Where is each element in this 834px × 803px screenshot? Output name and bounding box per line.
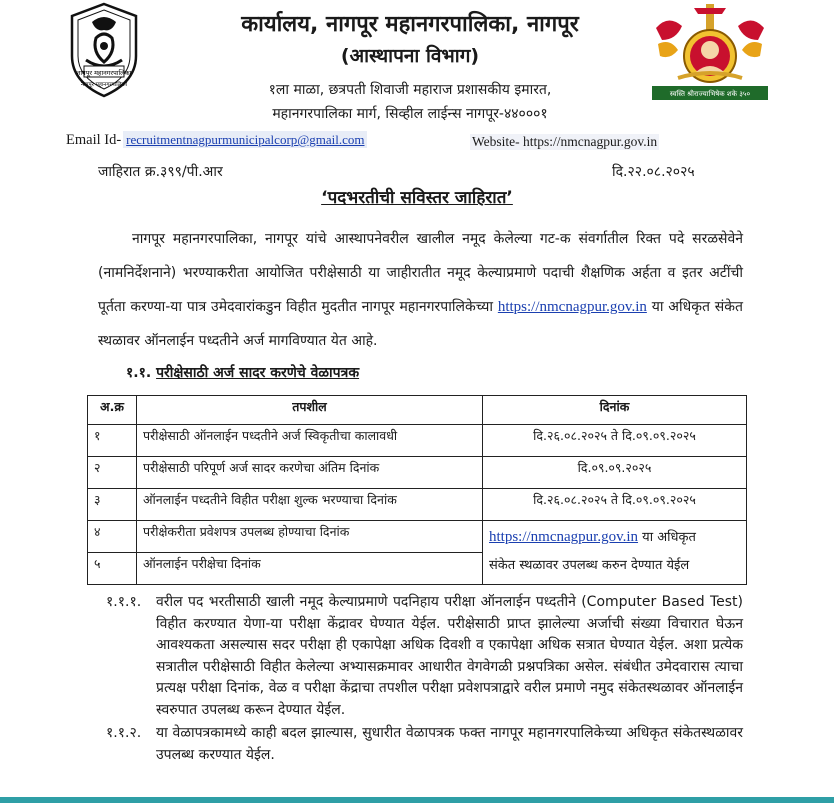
row-date: दि.२६.०८.२०२५ ते दि.०९.०९.२०२५ xyxy=(483,425,747,457)
row-detail: परीक्षेसाठी ऑनलाईन पध्दतीने अर्ज स्विकृतीचा कालावधी xyxy=(137,425,483,457)
email-row xyxy=(66,132,367,149)
table-row xyxy=(88,425,747,457)
office-title: कार्यालय, नागपूर महानगरपालिका, नागपूर xyxy=(241,12,579,37)
row-detail: परीक्षेकरीता प्रवेशपत्र उपलब्ध होण्याचा दिनांक xyxy=(137,521,483,553)
nmc-emblem-logo xyxy=(62,0,146,100)
row-serial: ४ xyxy=(88,521,137,553)
clause-number: १.१.२. xyxy=(106,725,142,741)
merged-date-cell xyxy=(483,521,747,585)
email-label: Email Id- xyxy=(66,132,122,148)
clause-number: १.१.१. xyxy=(106,594,142,610)
row-serial: १ xyxy=(88,425,137,457)
advertisement-number: जाहिरात क्र.३९९/पी.आर xyxy=(98,164,223,180)
row-serial: ५ xyxy=(88,553,137,585)
row-detail: ऑनलाईन पध्दतीने विहीत परीक्षा शुल्क भरण्याचा दिनांक xyxy=(137,489,483,521)
table-row xyxy=(88,489,747,521)
website-text[interactable]: Website- https://nmcnagpur.gov.in xyxy=(472,134,658,149)
schedule-table xyxy=(87,395,747,585)
row-detail: ऑनलाईन परीक्षेचा दिनांक xyxy=(137,553,483,585)
section-title-text: परीक्षेसाठी अर्ज सादर करणेचे वेळापत्रक xyxy=(156,365,360,381)
section-number: १.१. xyxy=(126,365,152,381)
table-header-row xyxy=(88,396,747,425)
email-link[interactable]: recruitmentnagpurmunicipalcorp@gmail.com xyxy=(123,131,367,148)
row-serial: ३ xyxy=(88,489,137,521)
header-detail: तपशील xyxy=(137,396,483,425)
merged-text-2: संकेत स्थळावर उपलब्ध करुन देण्यात येईल xyxy=(489,558,690,573)
advertisement-date: दि.२२.०८.२०२५ xyxy=(612,164,695,180)
row-serial: २ xyxy=(88,457,137,489)
department-title: (आस्थापना विभाग) xyxy=(340,45,480,67)
page-bottom-bar xyxy=(0,797,834,803)
row-date: दि.२६.०८.२०२५ ते दि.०९.०९.२०२५ xyxy=(483,489,747,521)
intro-text: नागपूर महानगरपालिका, नागपूर यांचे आस्थापनेवरील खालील नमूद केलेल्या गट-क संवर्गातील रिक्त पदे सरळसेवेने (नामनिर्देशनाने) भरण्याकरीता आयोजित परीक्षेसाठी या जाहीरातीत नमूद केल्याप्रमाणे पदाची शैक्षणिक अर्हता व इतर अटींची पूर्तता करण्या-या पात्र उमेदवारांकडुन विहीत मुदतीत नागपूर महानगरपालिकेच्या xyxy=(98,231,743,315)
intro-paragraph xyxy=(98,222,743,358)
address-line-1: १ला माळा, छत्रपती शिवाजी महाराज प्रशासकीय इमारत, xyxy=(268,82,552,98)
section-title xyxy=(126,363,359,382)
table-row xyxy=(88,521,747,553)
intro-website-link[interactable]: https://nmcnagpur.gov.in xyxy=(497,299,647,315)
clause-item xyxy=(98,723,743,766)
row-detail: परीक्षेसाठी परिपूर्ण अर्ज सादर करणेचा अंतिम दिनांक xyxy=(137,457,483,489)
header-date: दिनांक xyxy=(483,396,747,425)
clause-text: या वेळापत्रकामध्ये काही बदल झाल्यास, सुधारीत वेळापत्रक फक्त नागपूर महानगरपालिकेच्या अधिकृत संकेतस्थळावर उपलब्ध करण्यात येईल. xyxy=(156,725,743,763)
right-logo-text: स्वस्ति श्रीराज्याभिषेक शके ३५० xyxy=(669,90,751,98)
address-line-2: महानगरपालिका मार्ग, सिव्हील लाईन्स नागपूर-४४०००१ xyxy=(272,106,548,122)
table-row xyxy=(88,457,747,489)
shivrajyabhishek-emblem-logo xyxy=(648,0,772,104)
header-serial: अ.क्र xyxy=(88,396,137,425)
intro-text-after-link: या अधिकृत संकेत स्थळावर ऑनलाईन पध्दतीने अर्ज मागविण्यात येत आहे. xyxy=(98,299,743,349)
clauses-list xyxy=(98,592,743,766)
page-heading: ‘पदभरतीची सविस्तर जाहिरात’ xyxy=(321,188,513,208)
merged-text-1: या अधिकृत xyxy=(638,530,696,545)
table-website-link[interactable]: https://nmcnagpur.gov.in xyxy=(489,529,639,545)
left-logo-text: नागपूर महानगरपालिका xyxy=(76,69,132,77)
left-logo-motto: नागपूर महानगरपालिका xyxy=(80,82,128,88)
row-date: दि.०९.०९.२०२५ xyxy=(483,457,747,489)
clause-text: वरील पद भरतीसाठी खाली नमूद केल्याप्रमाणे पदनिहाय परीक्षा ऑनलाईन पध्दतीने (Computer Based Test) विहीत करण्यात येणा-या परीक्षा केंद्रावर घेण्यात येईल. परीक्षेसाठी प्राप्त झालेल्या अर्जाची संख्या विचारात घेऊन आवश्यकता असल्यास सदर परीक्षा ही एकापेक्षा अधिक दिवशी व एकापेक्षा अधिक सत्रात घेण्यात येईल. अशा प्रत्येक सत्रातील परीक्षेसाठी विहीत केलेल्या अभ्यासक्रमावर आधारीत वेगवेगळी प्रश्नपत्रिका असेल. संबंधीत उमेदवारास त्याचा प्रत्यक्ष परीक्षा दिनांक, वेळ व परीक्षा केंद्राचा तपशील परीक्षा प्रवेशपत्राद्वारे वरील प्रमाणे नमुद संकेतस्थळावर ऑनलाईन स्वरुपात उपलब्ध करून देण्यात येईल. xyxy=(156,594,743,718)
clause-item xyxy=(98,592,743,721)
